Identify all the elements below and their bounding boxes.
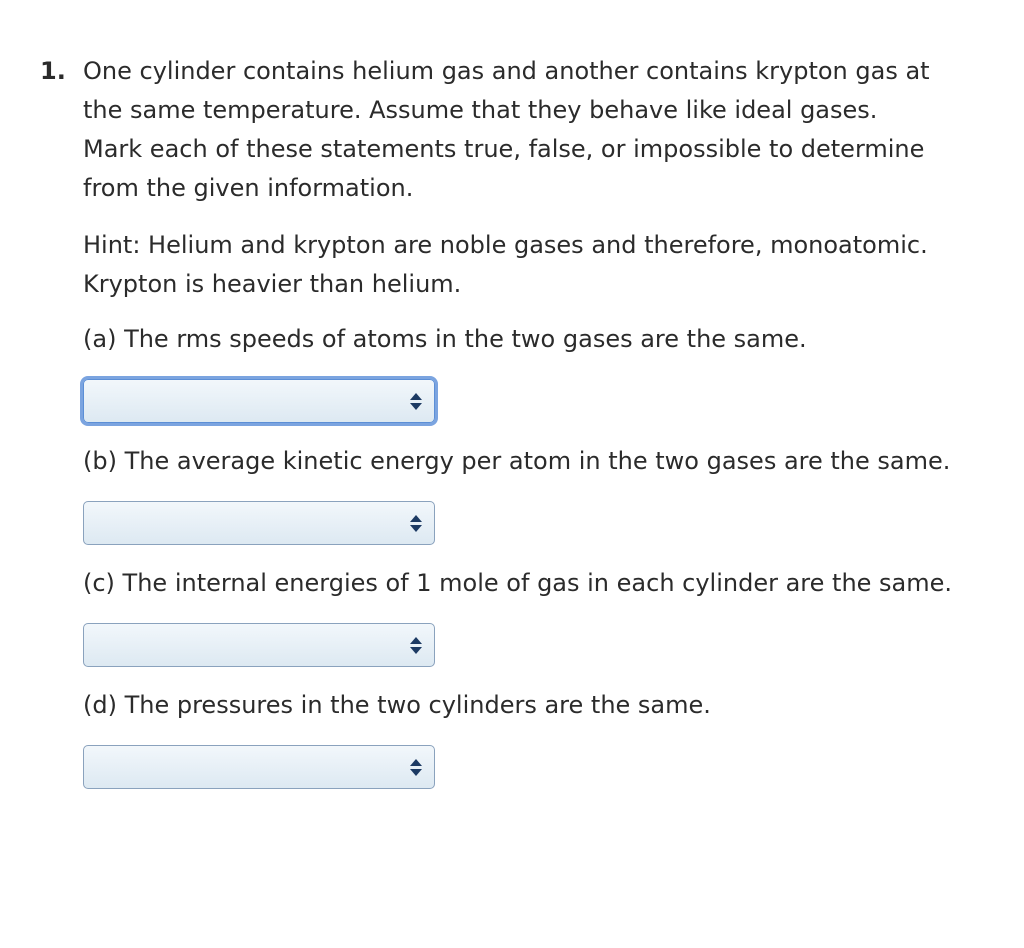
question-intro: One cylinder contains helium gas and another contains krypton gas at the same temperature. Assume that they behave like ideal gases. Mark each of these statements true, false, or impossible to determine from the given information. xyxy=(83,57,930,202)
part-a-select[interactable] xyxy=(83,379,435,423)
question-hint: Hint: Helium and krypton are noble gases and therefore, monoatomic. Krypton is heavier than helium. xyxy=(83,231,928,298)
updown-arrows-icon xyxy=(410,637,422,655)
updown-arrows-icon xyxy=(410,515,422,533)
question-body xyxy=(83,52,963,808)
question-number: 1. xyxy=(40,57,66,85)
part-d-select-box[interactable] xyxy=(83,745,435,789)
part-d-label: (d) The pressures in the two cylinders are the same. xyxy=(83,691,711,719)
part-b-select-box[interactable] xyxy=(83,501,435,545)
part-d-select[interactable] xyxy=(83,745,435,789)
part-b-label: (b) The average kinetic energy per atom in the two gases are the same. xyxy=(83,447,951,475)
updown-arrows-icon xyxy=(410,759,422,777)
part-c-select-box[interactable] xyxy=(83,623,435,667)
part-c-select[interactable] xyxy=(83,623,435,667)
part-b-select[interactable] xyxy=(83,501,435,545)
part-a-select-box[interactable] xyxy=(83,379,435,423)
updown-arrows-icon xyxy=(410,393,422,411)
part-a-label: (a) The rms speeds of atoms in the two gases are the same. xyxy=(83,325,807,353)
part-c-label: (c) The internal energies of 1 mole of gas in each cylinder are the same. xyxy=(83,569,953,597)
